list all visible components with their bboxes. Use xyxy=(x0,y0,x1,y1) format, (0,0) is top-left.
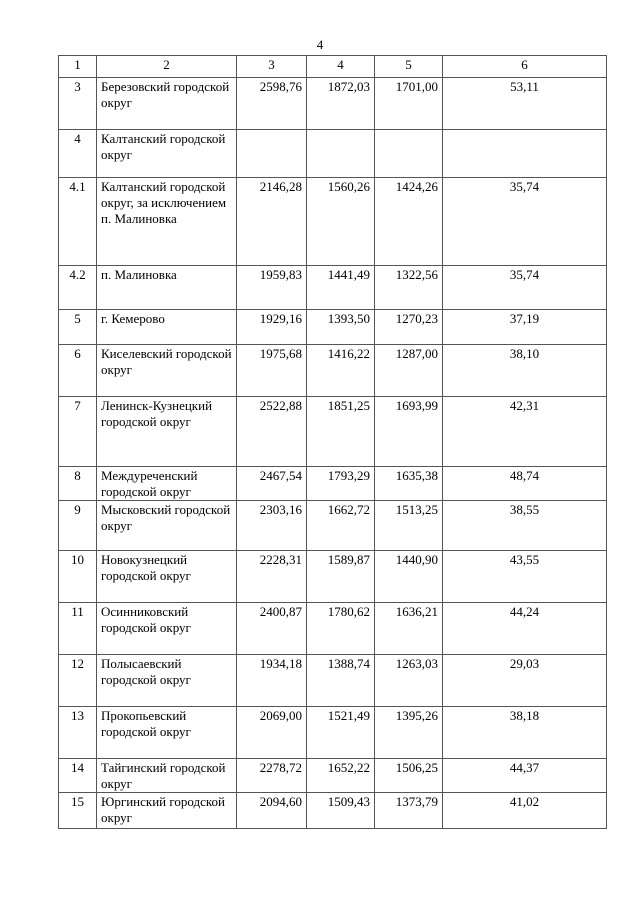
row-number: 9 xyxy=(59,501,97,551)
cell-col5: 1287,00 xyxy=(375,345,443,397)
cell-col3: 2146,28 xyxy=(237,178,307,266)
cell-col6: 44,37 xyxy=(443,759,607,793)
cell-col6: 42,31 xyxy=(443,397,607,467)
tariff-table xyxy=(58,55,607,829)
municipality-name: Прокопьевский городской округ xyxy=(97,707,237,759)
cell-col3: 1959,83 xyxy=(237,266,307,310)
page-number: 4 xyxy=(316,37,324,52)
cell-col3: 2069,00 xyxy=(237,707,307,759)
header-cell: 6 xyxy=(443,56,607,78)
cell-col3: 2094,60 xyxy=(237,793,307,829)
cell-col4: 1388,74 xyxy=(307,655,375,707)
cell-col5: 1270,23 xyxy=(375,310,443,345)
cell-col5: 1395,26 xyxy=(375,707,443,759)
cell-col6: 35,74 xyxy=(443,178,607,266)
cell-col5 xyxy=(375,130,443,178)
row-number: 5 xyxy=(59,310,97,345)
cell-col3: 1934,18 xyxy=(237,655,307,707)
table-row xyxy=(59,655,607,707)
municipality-name: Калтанский городской округ xyxy=(97,130,237,178)
table-row xyxy=(59,467,607,501)
municipality-name: Новокузнецкий городской округ xyxy=(97,551,237,603)
cell-col4: 1793,29 xyxy=(307,467,375,501)
cell-col4 xyxy=(307,130,375,178)
table-row xyxy=(59,178,607,266)
header-cell: 1 xyxy=(59,56,97,78)
cell-col6: 53,11 xyxy=(443,78,607,130)
cell-col3: 1929,16 xyxy=(237,310,307,345)
row-number: 4.2 xyxy=(59,266,97,310)
municipality-name: Киселевский городской округ xyxy=(97,345,237,397)
cell-col4: 1509,43 xyxy=(307,793,375,829)
cell-col6: 48,74 xyxy=(443,467,607,501)
table-row xyxy=(59,551,607,603)
cell-col5: 1263,03 xyxy=(375,655,443,707)
cell-col6: 35,74 xyxy=(443,266,607,310)
table-row xyxy=(59,345,607,397)
row-number: 7 xyxy=(59,397,97,467)
row-number: 8 xyxy=(59,467,97,501)
municipality-name: Березовский городской округ xyxy=(97,78,237,130)
cell-col4: 1780,62 xyxy=(307,603,375,655)
cell-col4: 1441,49 xyxy=(307,266,375,310)
cell-col3: 2467,54 xyxy=(237,467,307,501)
municipality-name: Междуреченский городской округ xyxy=(97,467,237,501)
municipality-name: г. Кемерово xyxy=(97,310,237,345)
cell-col4: 1589,87 xyxy=(307,551,375,603)
municipality-name: Тайгинский городской округ xyxy=(97,759,237,793)
cell-col4: 1393,50 xyxy=(307,310,375,345)
cell-col4: 1872,03 xyxy=(307,78,375,130)
header-cell: 2 xyxy=(97,56,237,78)
row-number: 14 xyxy=(59,759,97,793)
municipality-name: Осинниковский городской округ xyxy=(97,603,237,655)
cell-col3: 2400,87 xyxy=(237,603,307,655)
cell-col6: 38,55 xyxy=(443,501,607,551)
cell-col4: 1851,25 xyxy=(307,397,375,467)
cell-col4: 1662,72 xyxy=(307,501,375,551)
table-row xyxy=(59,759,607,793)
table-header-row xyxy=(59,56,607,78)
row-number: 13 xyxy=(59,707,97,759)
row-number: 6 xyxy=(59,345,97,397)
cell-col3 xyxy=(237,130,307,178)
row-number: 15 xyxy=(59,793,97,829)
municipality-name: Юргинский городской округ xyxy=(97,793,237,829)
cell-col6: 29,03 xyxy=(443,655,607,707)
cell-col3: 2303,16 xyxy=(237,501,307,551)
table-row xyxy=(59,603,607,655)
cell-col6: 37,19 xyxy=(443,310,607,345)
header-cell: 5 xyxy=(375,56,443,78)
cell-col5: 1513,25 xyxy=(375,501,443,551)
table-row xyxy=(59,78,607,130)
row-number: 11 xyxy=(59,603,97,655)
cell-col3: 2228,31 xyxy=(237,551,307,603)
cell-col4: 1560,26 xyxy=(307,178,375,266)
cell-col5: 1440,90 xyxy=(375,551,443,603)
table-row xyxy=(59,707,607,759)
row-number: 3 xyxy=(59,78,97,130)
row-number: 4 xyxy=(59,130,97,178)
cell-col3: 2522,88 xyxy=(237,397,307,467)
header-cell: 3 xyxy=(237,56,307,78)
table-row xyxy=(59,793,607,829)
cell-col5: 1701,00 xyxy=(375,78,443,130)
cell-col4: 1521,49 xyxy=(307,707,375,759)
cell-col5: 1424,26 xyxy=(375,178,443,266)
table-row xyxy=(59,310,607,345)
cell-col6: 44,24 xyxy=(443,603,607,655)
municipality-name: Полысаевский городской округ xyxy=(97,655,237,707)
municipality-name: Калтанский городской округ, за исключением п. Малиновка xyxy=(97,178,237,266)
row-number: 12 xyxy=(59,655,97,707)
municipality-name: Ленинск-Кузнецкий городской округ xyxy=(97,397,237,467)
cell-col6: 38,18 xyxy=(443,707,607,759)
header-cell: 4 xyxy=(307,56,375,78)
cell-col3: 2278,72 xyxy=(237,759,307,793)
municipality-name: п. Малиновка xyxy=(97,266,237,310)
cell-col5: 1636,21 xyxy=(375,603,443,655)
cell-col5: 1693,99 xyxy=(375,397,443,467)
cell-col6: 38,10 xyxy=(443,345,607,397)
cell-col3: 1975,68 xyxy=(237,345,307,397)
cell-col6: 43,55 xyxy=(443,551,607,603)
row-number: 4.1 xyxy=(59,178,97,266)
cell-col4: 1652,22 xyxy=(307,759,375,793)
cell-col3: 2598,76 xyxy=(237,78,307,130)
table-row xyxy=(59,501,607,551)
cell-col6 xyxy=(443,130,607,178)
table-row xyxy=(59,397,607,467)
cell-col4: 1416,22 xyxy=(307,345,375,397)
municipality-name: Мысковский городской округ xyxy=(97,501,237,551)
table-row xyxy=(59,130,607,178)
cell-col5: 1635,38 xyxy=(375,467,443,501)
row-number: 10 xyxy=(59,551,97,603)
cell-col5: 1322,56 xyxy=(375,266,443,310)
cell-col5: 1506,25 xyxy=(375,759,443,793)
cell-col5: 1373,79 xyxy=(375,793,443,829)
table-row xyxy=(59,266,607,310)
cell-col6: 41,02 xyxy=(443,793,607,829)
